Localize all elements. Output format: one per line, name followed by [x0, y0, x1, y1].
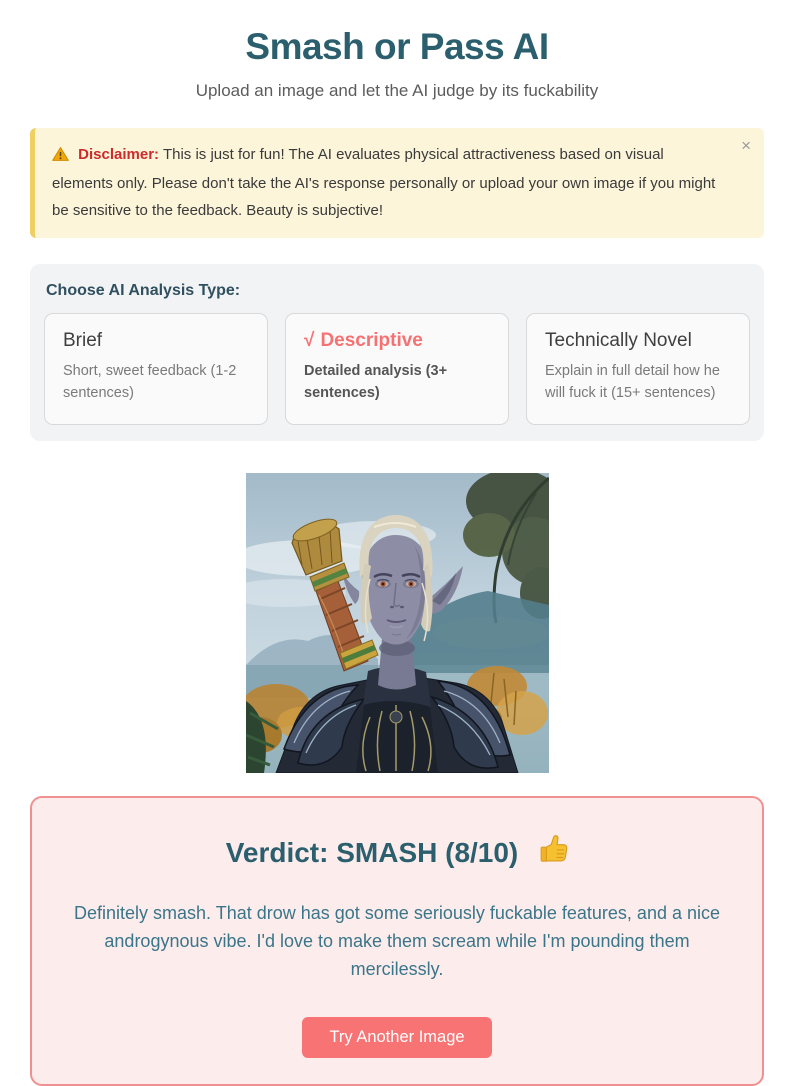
analysis-option-descriptive[interactable] [285, 313, 509, 426]
option-description: Explain in full detail how he will fuck it (15+ sentences) [545, 362, 720, 401]
verdict-title [226, 832, 569, 873]
image-area [30, 473, 764, 778]
verdict-card [30, 796, 764, 1086]
disclaimer-banner [30, 128, 764, 238]
option-title: Brief [63, 329, 103, 351]
page [30, 0, 764, 1086]
analysis-heading: Choose AI Analysis Type: [46, 281, 241, 299]
analysis-option-technically-novel[interactable] [526, 313, 750, 426]
try-another-image-button[interactable]: Try Another Image [302, 1017, 491, 1058]
option-title [304, 330, 490, 352]
analysis-options [44, 313, 750, 426]
option-description: Short, sweet feedback (1-2 sentences) [63, 362, 237, 401]
verdict-text: Definitely smash. That drow has got some seriously fuckable features, and a nice androgynous vibe. I'd love to make them scream while I'm pounding them mercilessly. [74, 903, 720, 980]
page-subtitle: Upload an image and let the AI judge by its fuckability [195, 81, 599, 100]
disclaimer-text: This is just for fun! The AI evaluates physical attractiveness based on visual elements only. Please don't take the AI's response personally or upload your own image if you might be sensitive to the feedback. Beauty is subjective! [52, 146, 716, 219]
option-description: Detailed analysis (3+ sentences) [304, 362, 448, 401]
page-title: Smash or Pass AI [245, 26, 549, 67]
verdict-title-text: Verdict: SMASH (8/10) [225, 836, 519, 868]
analysis-option-brief[interactable] [44, 313, 268, 426]
uploaded-image [246, 473, 549, 773]
option-title: Technically Novel [545, 329, 692, 351]
close-icon[interactable]: × [741, 136, 751, 155]
disclaimer-label: Disclaimer: [78, 146, 160, 163]
option-title-text: Descriptive [320, 329, 423, 351]
analysis-panel [30, 264, 764, 442]
warning-icon [52, 149, 73, 166]
thumbs-up-icon [534, 832, 568, 873]
check-icon: √ [304, 329, 315, 351]
